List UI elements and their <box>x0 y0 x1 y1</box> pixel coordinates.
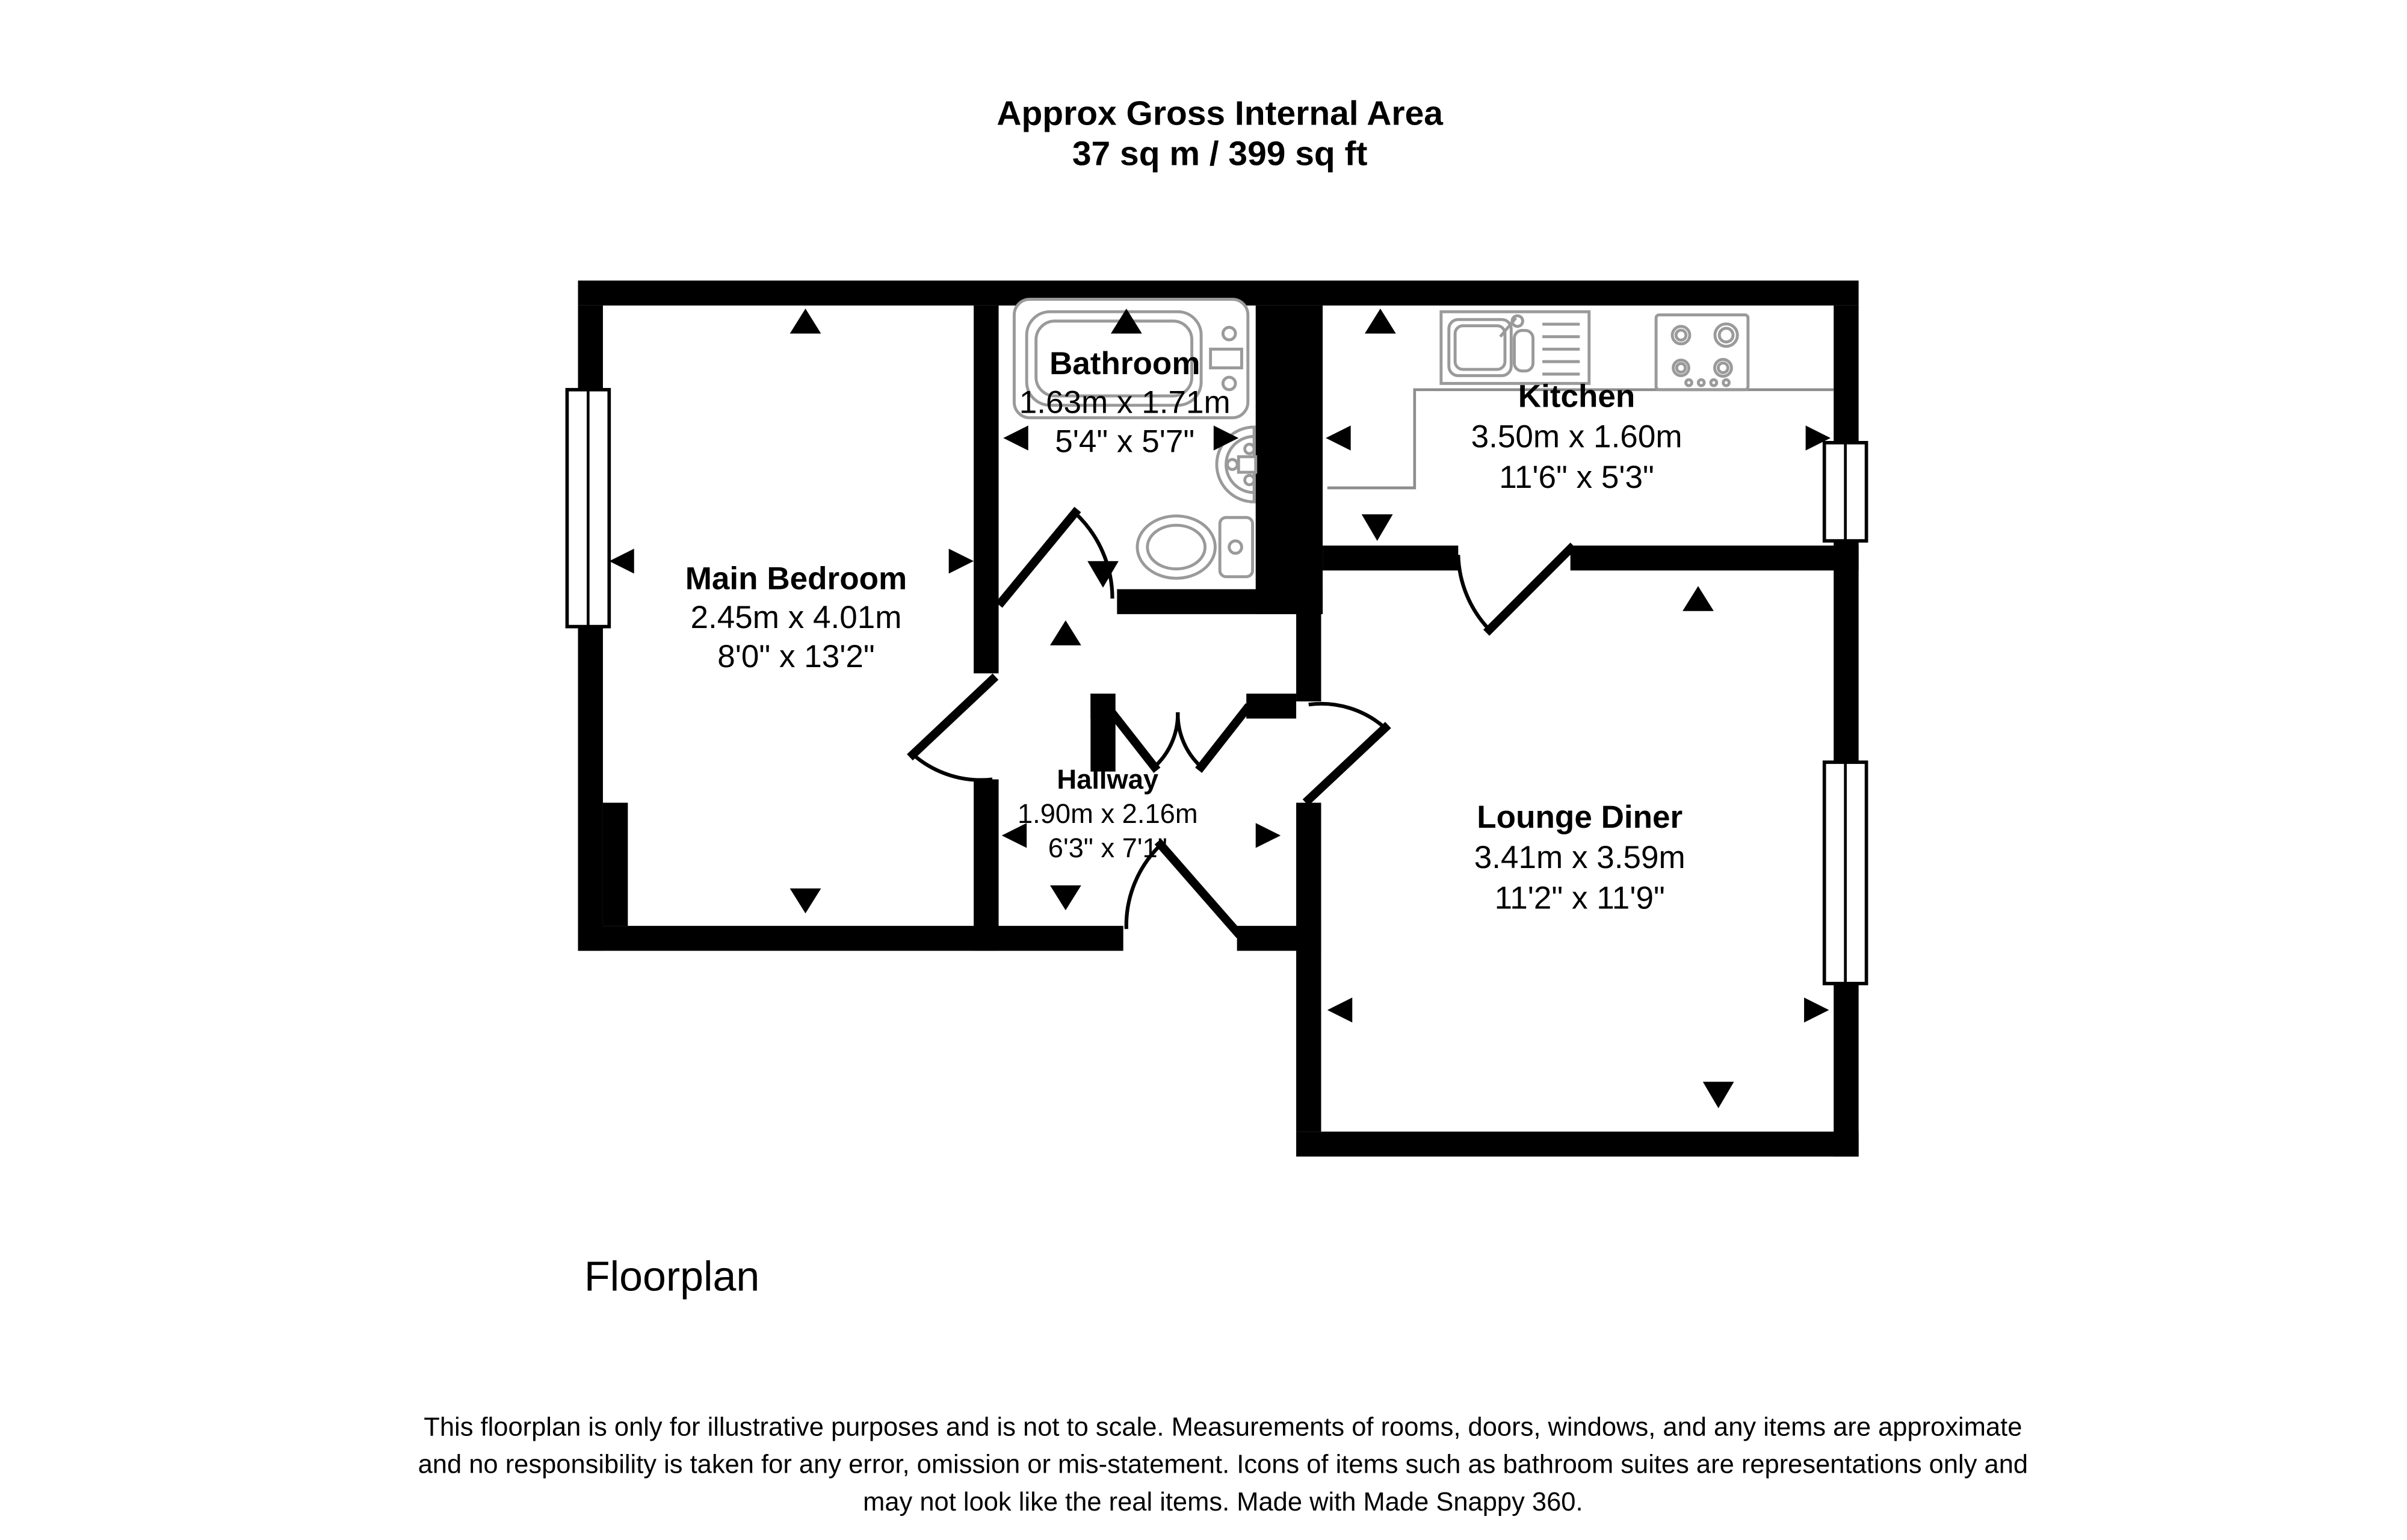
bathroom-dims-imperial: 5'4" x 5'7" <box>1055 424 1195 460</box>
hallway-dims-imperial: 6'3" x 7'1" <box>1048 833 1167 864</box>
kitchen-arrow-down-icon <box>1362 514 1393 541</box>
kitchen-window-icon <box>1825 443 1867 541</box>
lounge-arrow-right-icon <box>1804 997 1829 1022</box>
bathroom-door-icon <box>1002 513 1113 602</box>
bedroom-arrow-up-icon <box>790 309 821 333</box>
hallway-arrow-up-icon <box>1050 620 1081 645</box>
kitchen-door-icon <box>1458 549 1570 630</box>
lounge-arrow-up-icon <box>1682 586 1714 611</box>
page-title-line1: Approx Gross Internal Area <box>996 94 1443 133</box>
lounge-dims-imperial: 11'2" x 11'9" <box>1494 880 1665 916</box>
bathroom-arrow-left-icon <box>1003 425 1028 450</box>
hallway-arrow-right-icon <box>1256 823 1281 848</box>
hob-icon <box>1656 315 1748 389</box>
bedroom-door-icon <box>913 680 992 780</box>
toilet-icon <box>1137 516 1253 579</box>
kitchen-dims-imperial: 11'6" x 5'3" <box>1499 459 1654 496</box>
lounge-arrow-left-icon <box>1327 997 1352 1022</box>
windows <box>567 390 1866 984</box>
lounge-window-icon <box>1825 762 1867 984</box>
kitchen-label: Kitchen <box>1518 378 1636 414</box>
kitchen-dims-metric: 3.50m x 1.60m <box>1471 419 1682 455</box>
hallway-dims-metric: 1.90m x 2.16m <box>1017 798 1198 830</box>
closet-double-door-icon <box>1109 709 1246 767</box>
bedroom-arrow-right-icon <box>949 549 974 573</box>
lounge-label: Lounge Diner <box>1477 799 1683 835</box>
page-title-line2: 37 sq m / 399 sq ft <box>1072 134 1368 173</box>
disclaimer-line1: This floorplan is only for illustrative purposes and is not to scale. Measurements of rooms, doors, windows, and any items are approximate <box>424 1412 2022 1442</box>
kitchen-arrow-left-icon <box>1326 425 1350 450</box>
bathroom-arrow-down-icon <box>1087 561 1119 588</box>
bedroom-label: Main Bedroom <box>685 561 907 597</box>
lounge-arrow-down-icon <box>1703 1082 1734 1108</box>
bedroom-dims-metric: 2.45m x 4.01m <box>690 600 902 636</box>
lounge-door-icon <box>1309 704 1385 799</box>
floorplan-caption: Floorplan <box>584 1252 760 1300</box>
kitchen-sink-icon <box>1441 312 1589 383</box>
bedroom-arrow-down-icon <box>790 889 821 913</box>
disclaimer-line3: may not look like the real items. Made with Made Snappy 360. <box>863 1487 1583 1517</box>
kitchen-arrow-up-icon <box>1365 309 1396 333</box>
room-labels <box>685 346 1686 916</box>
bedroom-dims-imperial: 8'0" x 13'2" <box>717 638 875 674</box>
bathroom-dims-metric: 1.63m x 1.71m <box>1019 384 1231 420</box>
hallway-arrow-down-icon <box>1050 886 1081 910</box>
bedroom-arrow-left-icon <box>609 549 634 573</box>
bathroom-label: Bathroom <box>1049 345 1200 381</box>
disclaimer-line2: and no responsibility is taken for any error, omission or mis-statement. Icons of items such as bathroom suites are representations only and <box>418 1450 2028 1479</box>
lounge-dims-metric: 3.41m x 3.59m <box>1474 840 1686 876</box>
hallway-label: Hallway <box>1057 764 1159 795</box>
bedroom-window-icon <box>567 390 609 627</box>
